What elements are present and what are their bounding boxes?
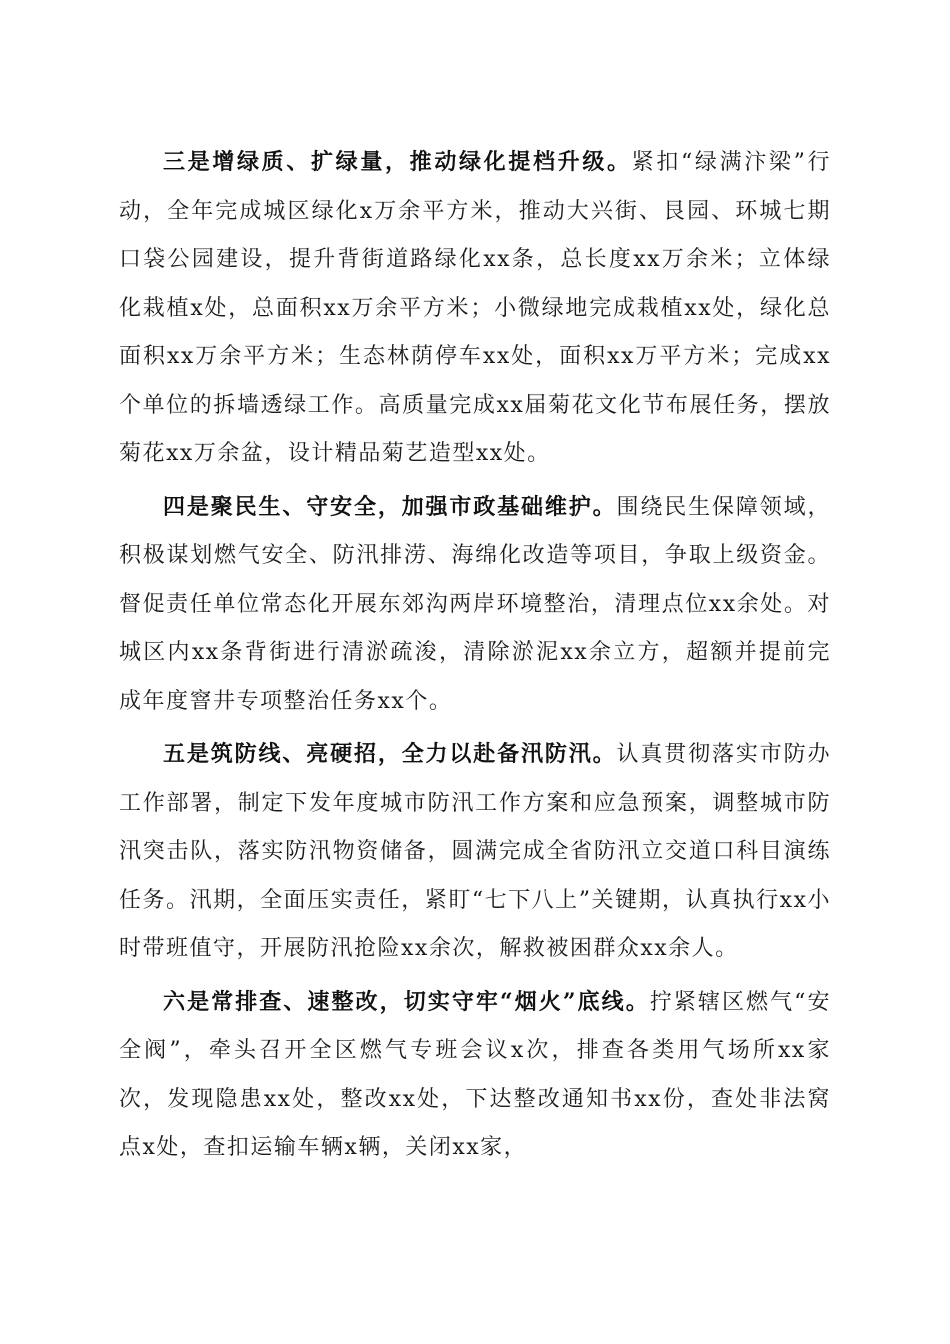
paragraph-heading: 六是常排查、速整改，切实守牢“烟火”底线。	[163, 988, 650, 1015]
paragraph-heading: 四是聚民生、守安全，加强市政基础维护。	[163, 493, 617, 520]
paragraph-text: 拧紧辖区燃气“安全阀”，牵头召开全区燃气专班会议x次，排查各类用气场所xx家次，发现隐患xx处，整改xx处，下达整改通知书xx份，查处非法窝点x处，查扣运输车辆x辆，关闭xx家，	[119, 989, 831, 1160]
paragraph-greening	[119, 138, 831, 479]
paragraph-heading: 五是筑防线、亮硬招，全力以赴备汛防汛。	[163, 741, 617, 767]
document-body	[119, 138, 831, 1177]
paragraph-heading: 三是增绿质、扩绿量，推动绿化提档升级。	[163, 149, 632, 175]
paragraph-flood-prevention	[119, 730, 831, 974]
paragraph-text: 围绕民生保障领域，积极谋划燃气安全、防汛排涝、海绵化改造等项目，争取上级资金。督促责任单位常态化开展东郊沟两岸环境整治，清理点位xx余处。对城区内xx条背街进行清淤疏浚，清除淤泥xx余立方，超额并提前完成年度窨井专项整治任务xx个。	[119, 494, 831, 714]
paragraph-gas-safety	[119, 978, 831, 1173]
paragraph-text: 紧扣“绿满汴梁”行动，全年完成城区绿化x万余平方米，推动大兴街、艮园、环城七期口袋公园建设，提升背街道路绿化xx条，总长度xx万余米；立体绿化栽植x处，总面积xx万余平方米；小微绿地完成栽植xx处，绿化总面积xx万余平方米；生态林荫停车xx处，面积xx万平方米；完成xx个单位的拆墙透绿工作。高质量完成xx届菊花文化节布展任务，摆放菊花xx万余盆，设计精品菊艺造型xx处。	[119, 150, 831, 466]
paragraph-text: 认真贯彻落实市防办工作部署，制定下发年度城市防汛工作方案和应急预案，调整城市防汛突击队，落实防汛物资储备，圆满完成全省防汛立交道口科目演练任务。汛期，全面压实责任，紧盯“七下八上”关键期，认真执行xx小时带班值守，开展防汛抢险xx余次，解救被困群众xx余人。	[119, 742, 831, 961]
paragraph-municipal-maintenance	[119, 483, 831, 727]
